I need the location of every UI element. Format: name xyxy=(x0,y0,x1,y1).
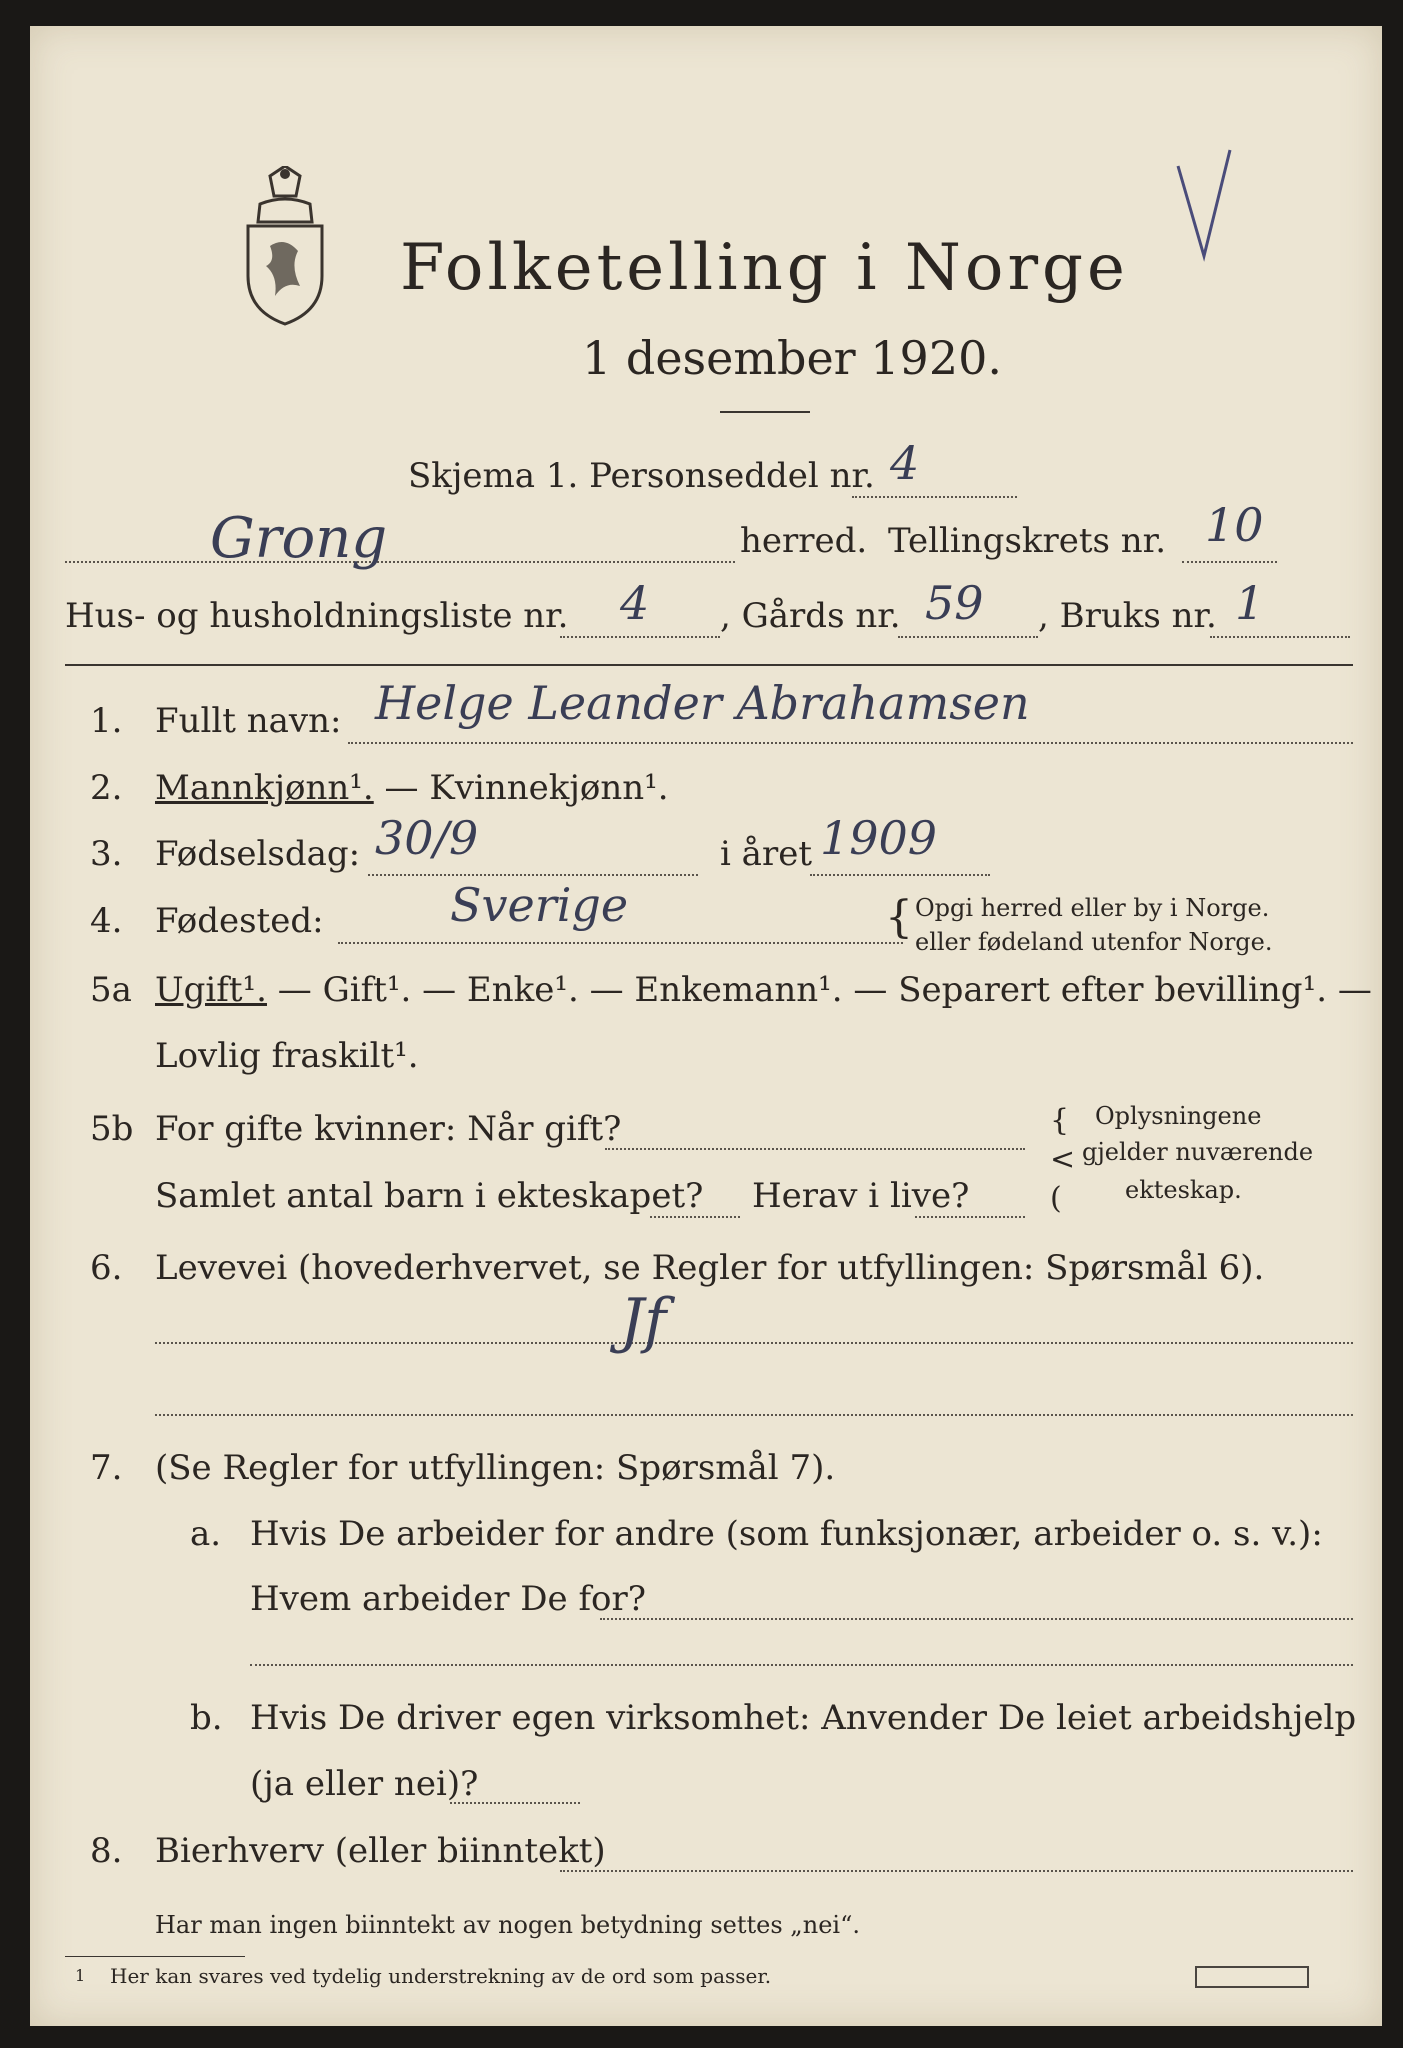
q5b-line2a-dots xyxy=(650,1216,740,1218)
checkmark-icon xyxy=(1170,146,1240,266)
census-form xyxy=(30,26,1382,2026)
bruks-label: , Bruks nr. xyxy=(1038,596,1217,636)
footnote-text: Her kan svares ved tydelig understrekning av de ord som passer. xyxy=(110,1964,772,1988)
q4-number: 4. xyxy=(90,901,123,941)
q3-year-line xyxy=(810,874,990,876)
census-date: 1 desember 1920. xyxy=(582,331,1002,385)
header-divider xyxy=(65,664,1353,666)
q3-year-value: 1909 xyxy=(820,811,938,865)
q6-line1 xyxy=(155,1342,1353,1344)
q6-label: Levevei (hovederhvervet, se Regler for utfyllingen: Spørsmål 6). xyxy=(155,1248,1265,1288)
form-title: Folketelling i Norge xyxy=(400,231,1129,305)
footer-note: Har man ingen biinntekt av nogen betydning settes „nei“. xyxy=(155,1911,860,1939)
q3-line xyxy=(368,874,698,876)
q7a-line2-dots xyxy=(600,1618,1353,1620)
q1-label: Fullt navn: xyxy=(155,701,342,741)
q7-label: (Se Regler for utfyllingen: Spørsmål 7). xyxy=(155,1448,836,1488)
q3-number: 3. xyxy=(90,834,123,874)
herred-value: Grong xyxy=(210,506,388,571)
husliste-value: 4 xyxy=(620,576,650,630)
q7-number: 7. xyxy=(90,1448,123,1488)
q5a-line1 xyxy=(155,970,1372,1010)
q8-number: 8. xyxy=(90,1831,123,1871)
title-divider xyxy=(720,411,810,413)
q7a-line2: Hvem arbeider De for? xyxy=(250,1579,646,1619)
q7b-line1: Hvis De driver egen virksomhet: Anvender De leiet arbeidshjelp xyxy=(250,1698,1357,1738)
tellingskrets-value: 10 xyxy=(1205,498,1264,552)
q5b-note1: Oplysningene xyxy=(1095,1102,1262,1130)
q3-label: Fødselsdag: xyxy=(155,834,361,874)
q2-rest: — Kvinnekjønn¹. xyxy=(373,768,669,808)
q4-brace: { xyxy=(885,892,913,943)
q7b-line2: (ja eller nei)? xyxy=(250,1764,479,1804)
q7a-line1: Hvis De arbeider for andre (som funksjonær, arbeider o. s. v.): xyxy=(250,1514,1323,1554)
q5b-number: 5b xyxy=(90,1109,134,1149)
schema-label: Skjema 1. Personseddel nr. xyxy=(408,456,875,496)
q1-line xyxy=(348,742,1353,744)
bruks-line xyxy=(1210,636,1350,638)
bruks-value: 1 xyxy=(1235,576,1265,630)
q5b-brace: { < ( xyxy=(1050,1103,1076,1216)
q5a-line2: Lovlig fraskilt¹. xyxy=(155,1036,419,1076)
q4-note-line2: eller fødeland utenfor Norge. xyxy=(915,928,1273,956)
q8-label: Bierhverv (eller biinntekt) xyxy=(155,1831,606,1871)
q3-value: 30/9 xyxy=(375,811,479,865)
herred-line xyxy=(65,561,735,563)
coat-of-arms-icon xyxy=(230,166,340,326)
gards-value: 59 xyxy=(925,576,984,630)
q1-value: Helge Leander Abrahamsen xyxy=(375,676,1030,730)
q3-year-label: i året xyxy=(720,834,812,874)
q4-note-line1: Opgi herred eller by i Norge. xyxy=(915,894,1270,922)
q7a-letter: a. xyxy=(190,1514,222,1554)
q8-line xyxy=(560,1870,1353,1872)
q6-line2 xyxy=(155,1414,1353,1416)
gards-line xyxy=(898,636,1038,638)
q2-number: 2. xyxy=(90,768,123,808)
q5a-ugift-underlined: Ugift¹. xyxy=(155,970,267,1010)
q5b-line2b-dots xyxy=(915,1216,1025,1218)
q5b-note2: gjelder nuværende xyxy=(1082,1138,1314,1166)
q5a-number: 5a xyxy=(90,970,132,1010)
q6-number: 6. xyxy=(90,1248,123,1288)
q4-line xyxy=(338,942,903,944)
q5b-line2a: Samlet antal barn i ekteskapet? xyxy=(155,1176,704,1216)
q2-text xyxy=(155,768,669,808)
q4-label: Fødested: xyxy=(155,901,324,941)
q5b-line1-dots xyxy=(605,1148,1025,1150)
gards-label: , Gårds nr. xyxy=(720,596,901,636)
husliste-line xyxy=(560,636,720,638)
q6-value: Jf xyxy=(620,1286,667,1356)
footnote-divider xyxy=(65,1956,245,1957)
q7b-line2-dots xyxy=(450,1802,580,1804)
footnote-mark: 1 xyxy=(75,1966,86,1985)
q7a-line3-dots xyxy=(250,1664,1353,1666)
herred-label: herred. xyxy=(740,521,868,561)
q5b-line1: For gifte kvinner: Når gift? xyxy=(155,1109,622,1149)
husliste-label: Hus- og husholdningsliste nr. xyxy=(65,596,569,636)
tellingskrets-label: Tellingskrets nr. xyxy=(888,521,1167,561)
personseddel-value: 4 xyxy=(890,436,920,490)
q1-number: 1. xyxy=(90,701,123,741)
q2-male-underlined: Mannkjønn¹. xyxy=(155,768,374,808)
q7b-letter: b. xyxy=(190,1698,223,1738)
personseddel-line xyxy=(852,496,1017,498)
q5b-line2b: Herav i live? xyxy=(752,1176,970,1216)
printer-stamp xyxy=(1195,1966,1309,1988)
q5b-note3: ekteskap. xyxy=(1125,1176,1242,1204)
tellingskrets-line xyxy=(1182,561,1277,563)
q4-value: Sverige xyxy=(450,878,629,932)
q5a-rest: — Gift¹. — Enke¹. — Enkemann¹. — Separert efter bevilling¹. — xyxy=(266,970,1372,1010)
